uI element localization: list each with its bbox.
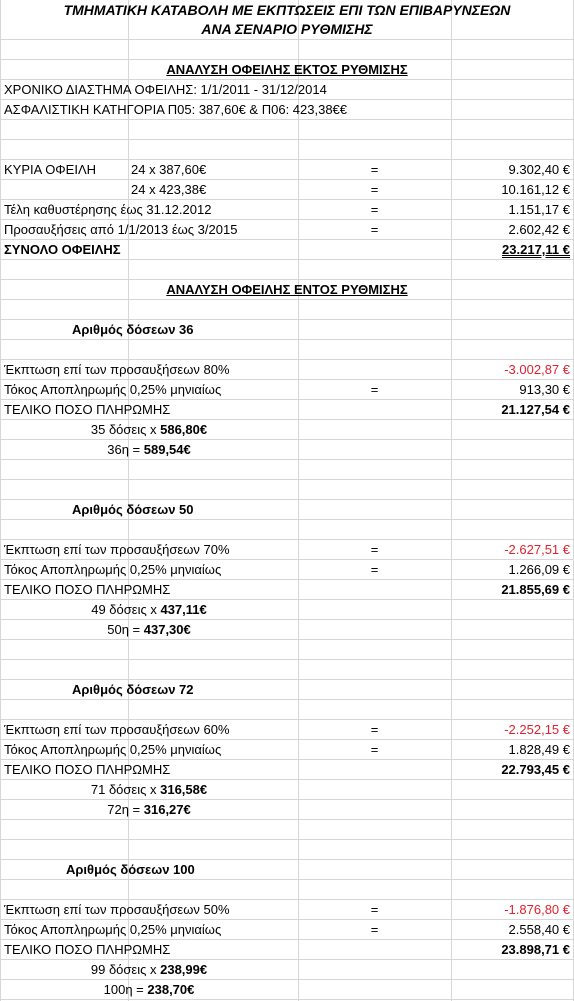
- discount-label: Έκπτωση επί των προσαυξήσεων 80%: [4, 362, 230, 377]
- grid-column-line: [0, 0, 1, 1001]
- last-installment-prefix: 100η =: [103, 982, 148, 997]
- inside-heading: ΑΝΑΛΥΣΗ ΟΦΕΙΛΗΣ ΕΝΤΟΣ ΡΥΘΜΙΣΗΣ: [166, 282, 408, 297]
- final-amount-value: 23.898,71 €: [501, 942, 570, 957]
- last-installment-prefix: 72η =: [107, 802, 144, 817]
- grid-row-line: [0, 659, 574, 660]
- grid-row-line: [0, 139, 574, 140]
- main-debt-label: ΚΥΡΙΑ ΟΦΕΙΛΗ: [4, 162, 97, 177]
- total-debt-label: ΣΥΝΟΛΟ ΟΦΕΙΛΗΣ: [4, 242, 121, 257]
- last-installment-prefix: 36η =: [107, 442, 144, 457]
- period-text: ΧΡΟΝΙΚΟ ΔΙΑΣΤΗΜΑ ΟΦΕΙΛΗΣ: 1/1/2011 - 31/12/2014: [4, 82, 327, 97]
- final-amount-value: 21.127,54 €: [501, 402, 570, 417]
- equals-sign: =: [370, 382, 379, 397]
- discount-value: -2.627,51 €: [504, 542, 570, 557]
- interest-label: Τόκος Αποπληρωμής 0,25% μηνιαίως: [4, 382, 222, 397]
- equals-sign: =: [370, 742, 379, 757]
- installment-amount: 316,58€: [160, 782, 208, 797]
- surcharges-value: 2.602,42 €: [508, 222, 570, 237]
- scenario-title: Αριθμός δόσεων 36: [72, 322, 194, 337]
- installments-line: [0, 420, 298, 440]
- final-amount-label: ΤΕΛΙΚΟ ΠΟΣΟ ΠΛΗΡΩΜΗΣ: [4, 942, 171, 957]
- interest-label: Τόκος Αποπληρωμής 0,25% μηνιαίως: [4, 922, 222, 937]
- last-installment-line: [0, 440, 298, 460]
- final-amount-value: 22.793,45 €: [501, 762, 570, 777]
- installments-line: [0, 600, 298, 620]
- scenario-title: Αριθμός δόσεων 72: [72, 682, 194, 697]
- outside-heading: ΑΝΑΛΥΣΗ ΟΦΕΙΛΗΣ ΕΚΤΟΣ ΡΥΘΜΙΣΗΣ: [166, 62, 408, 77]
- grid-column-line: [451, 0, 452, 1001]
- equals-sign: =: [370, 182, 379, 197]
- discount-value: -2.252,15 €: [504, 722, 570, 737]
- main-debt-value-1: 9.302,40 €: [508, 162, 570, 177]
- interest-label: Τόκος Αποπληρωμής 0,25% μηνιαίως: [4, 562, 222, 577]
- last-installment-prefix: 50η =: [107, 622, 144, 637]
- equals-sign: =: [370, 562, 379, 577]
- installments-line: [0, 780, 298, 800]
- interest-label: Τόκος Αποπληρωμής 0,25% μηνιαίως: [4, 742, 222, 757]
- final-amount-label: ΤΕΛΙΚΟ ΠΟΣΟ ΠΛΗΡΩΜΗΣ: [4, 582, 171, 597]
- scenario-title: Αριθμός δόσεων 100: [66, 862, 195, 877]
- interest-value: 913,30 €: [519, 382, 570, 397]
- late-fees-value: 1.151,17 €: [508, 202, 570, 217]
- final-amount-label: ΤΕΛΙΚΟ ΠΟΣΟ ΠΛΗΡΩΜΗΣ: [4, 762, 171, 777]
- discount-value: -1.876,80 €: [504, 902, 570, 917]
- surcharges-label: Προσαυξήσεις από 1/1/2013 έως 3/2015: [4, 222, 238, 237]
- last-installment-amount: 437,30€: [143, 622, 191, 637]
- installments-prefix: 71 δόσεις x: [90, 782, 161, 797]
- title-line-2: ΑΝΑ ΣΕΝΑΡΙΟ ΡΥΘΜΙΣΗΣ: [201, 21, 373, 37]
- equals-sign: =: [370, 902, 379, 917]
- final-amount-label: ΤΕΛΙΚΟ ΠΟΣΟ ΠΛΗΡΩΜΗΣ: [4, 402, 171, 417]
- last-installment-amount: 316,27€: [143, 802, 191, 817]
- grid-row-line: [0, 839, 574, 840]
- equals-sign: =: [370, 722, 379, 737]
- installments-prefix: 35 δόσεις x: [90, 422, 161, 437]
- equals-sign: =: [370, 202, 379, 217]
- grid-column-line: [298, 0, 299, 1001]
- discount-label: Έκπτωση επί των προσαυξήσεων 50%: [4, 902, 230, 917]
- main-debt-calc-2: 24 x 423,38€: [131, 182, 207, 197]
- equals-sign: =: [370, 922, 379, 937]
- installment-amount: 586,80€: [160, 422, 208, 437]
- equals-sign: =: [370, 162, 379, 177]
- last-installment-amount: 589,54€: [143, 442, 191, 457]
- interest-value: 1.828,49 €: [508, 742, 570, 757]
- discount-value: -3.002,87 €: [504, 362, 570, 377]
- category-text: ΑΣΦΑΛΙΣΤΙΚΗ ΚΑΤΗΓΟΡΙΑ Π05: 387,60€ & Π06: 423,38€€: [4, 102, 348, 117]
- last-installment-line: [0, 800, 298, 820]
- equals-sign: =: [370, 222, 379, 237]
- total-debt-value: 23.217,11 €: [502, 242, 570, 257]
- grid-row-line: [0, 39, 574, 40]
- discount-label: Έκπτωση επί των προσαυξήσεων 70%: [4, 542, 230, 557]
- last-installment-amount: 238,70€: [147, 982, 195, 997]
- scenario-title: Αριθμός δόσεων 50: [72, 502, 194, 517]
- installments-prefix: 49 δόσεις x: [91, 602, 161, 617]
- late-fees-label: Τέλη καθυστέρησης έως 31.12.2012: [4, 202, 212, 217]
- main-debt-value-2: 10.161,12 €: [501, 182, 570, 197]
- title-line-1: ΤΜΗΜΑΤΙΚΗ ΚΑΤΑΒΟΛΗ ΜΕ ΕΚΠΤΩΣΕΙΣ ΕΠΙ ΤΩΝ ΕΠΙΒΑΡΥΝΣΕΩΝ: [63, 2, 511, 18]
- installments-prefix: 99 δόσεις x: [90, 962, 161, 977]
- interest-value: 1.266,09 €: [508, 562, 570, 577]
- installment-amount: 437,11€: [160, 602, 207, 617]
- last-installment-line: [0, 620, 298, 640]
- installments-line: [0, 960, 298, 980]
- last-installment-line: [0, 980, 298, 1000]
- grid-row-line: [0, 479, 574, 480]
- equals-sign: =: [370, 542, 379, 557]
- main-debt-calc-1: 24 x 387,60€: [131, 162, 207, 177]
- installment-amount: 238,99€: [160, 962, 208, 977]
- interest-value: 2.558,40 €: [508, 922, 570, 937]
- final-amount-value: 21.855,69 €: [501, 582, 570, 597]
- discount-label: Έκπτωση επί των προσαυξήσεων 60%: [4, 722, 230, 737]
